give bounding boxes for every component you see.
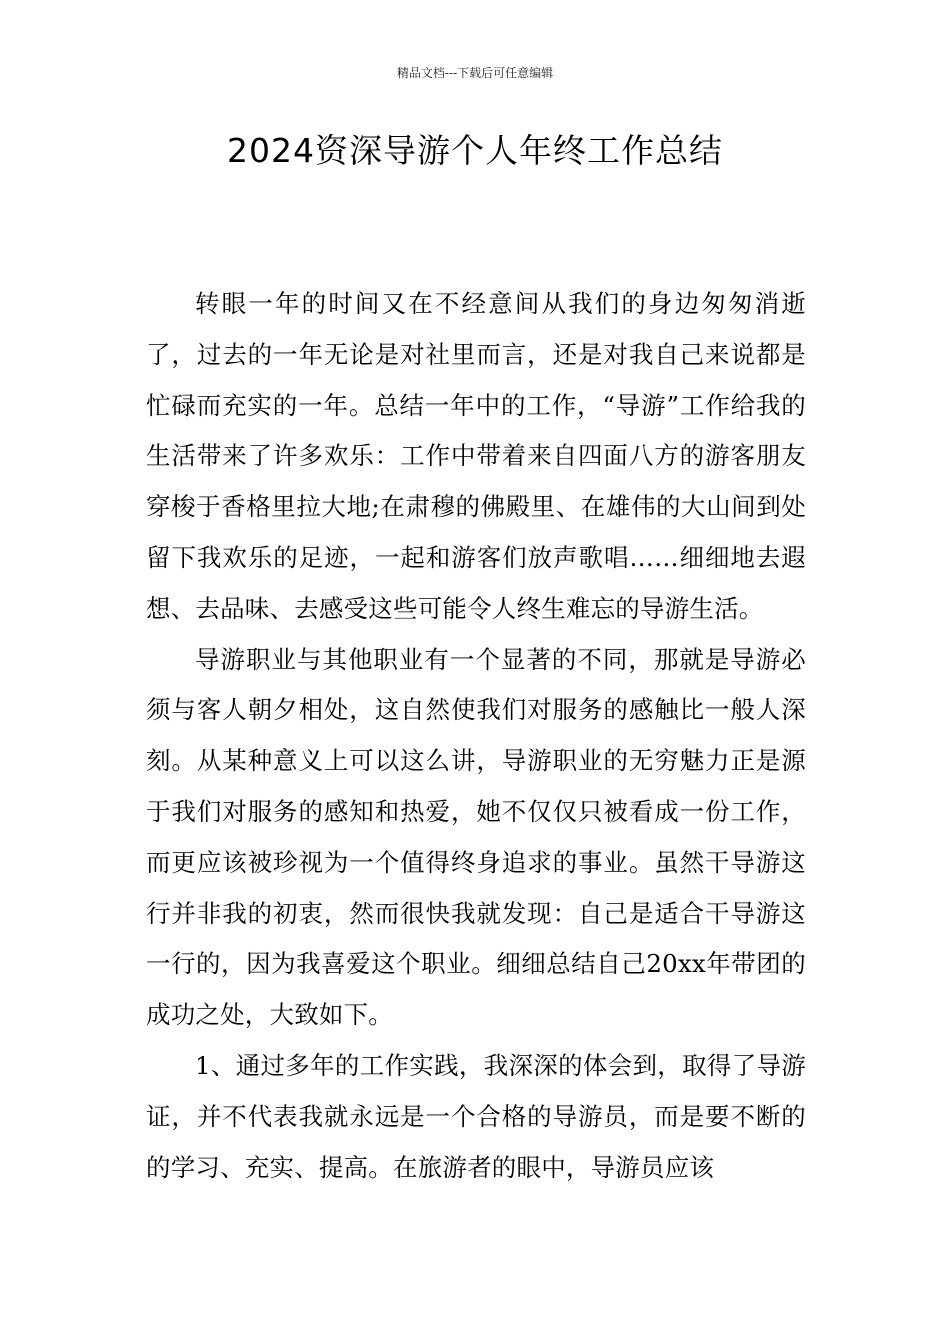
page-header-note: 精品文档---下载后可任意编辑: [396, 66, 554, 80]
paragraph-2: 导游职业与其他职业有一个显著的不同，那就是导游必须与客人朝夕相处，这自然使我们对服务的感触比一般人深刻。从某种意义上可以这么讲，导游职业的无穷魅力正是源于我们对服务的感知和热爱，她不仅仅只被看成一份工作，而更应该被珍视为一个值得终身追求的事业。虽然干导游这行并非我的初衷，然而很快我就发现：自己是适合干导游这一行的，因为我喜爱这个职业。细细总结自己20xx年带团的成功之处，大致如下。: [146, 644, 806, 1030]
paragraph-1: 转眼一年的时间又在不经意间从我们的身边匆匆消逝了，过去的一年无论是对社里而言，还是对我自己来说都是忙碌而充实的一年。总结一年中的工作，“导游”工作给我的生活带来了许多欢乐：工作中带着来自四面八方的游客朋友穿梭于香格里拉大地;在肃穆的佛殿里、在雄伟的大山间到处留下我欢乐的足迹，一起和游客们放声歌唱……细细地去遐想、去品味、去感受这些可能令人终生难忘的导游生活。: [146, 289, 806, 623]
document-body: [146, 279, 806, 1193]
document-title: 2024资深导游个人年终工作总结: [227, 131, 723, 170]
paragraph-3: 1、通过多年的工作实践，我深深的体会到，取得了导游证，并不代表我就永远是一个合格的导游员，而是要不断的的学习、充实、提高。在旅游者的眼中，导游员应该: [146, 1050, 806, 1182]
